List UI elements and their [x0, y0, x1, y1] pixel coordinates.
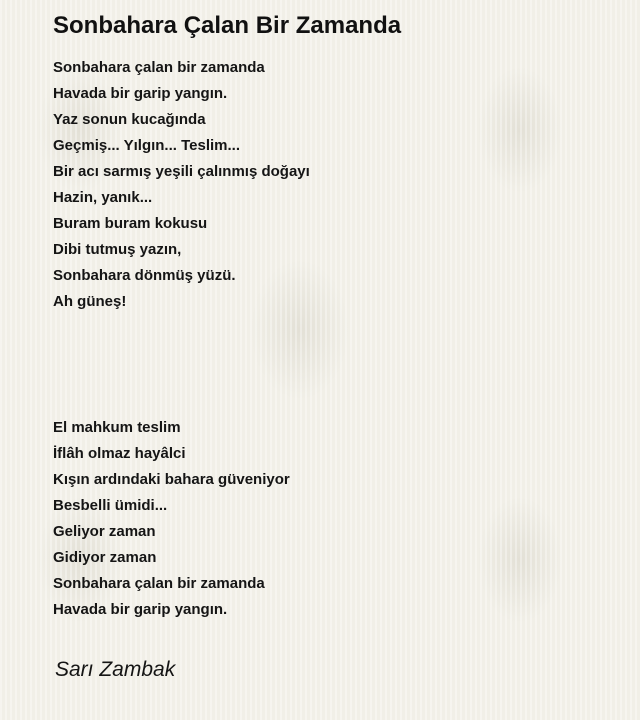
- verse-line: Buram buram kokusu: [53, 215, 208, 232]
- verse-line: Havada bir garip yangın.: [53, 601, 228, 618]
- verse-line: Geçmiş... Yılgın... Teslim...: [53, 137, 241, 154]
- stanza-2: [53, 415, 290, 623]
- verse-line: Sonbahara dönmüş yüzü.: [53, 267, 236, 284]
- verse-line: Geliyor zaman: [53, 523, 156, 540]
- verse-line: Sonbahara çalan bir zamanda: [53, 575, 265, 592]
- verse-line: Yaz sonun kucağında: [53, 111, 206, 128]
- verse-line: Hazin, yanık...: [53, 189, 153, 206]
- verse-line: Ah güneş!: [53, 293, 127, 310]
- verse-line: Gidiyor zaman: [53, 549, 157, 566]
- verse-line: Dibi tutmuş yazın,: [53, 241, 182, 258]
- verse-line: Bir acı sarmış yeşili çalınmış doğayı: [53, 163, 310, 180]
- verse-line: Sonbahara çalan bir zamanda: [53, 59, 265, 76]
- stanza-1: [53, 55, 310, 315]
- verse-line: Havada bir garip yangın.: [53, 85, 228, 102]
- verse-line: İflâh olmaz hayâlci: [53, 445, 186, 462]
- poem-title: Sonbahara Çalan Bir Zamanda: [53, 12, 402, 39]
- verse-line: El mahkum teslim: [53, 419, 181, 436]
- verse-line: Kışın ardındaki bahara güveniyor: [53, 471, 290, 488]
- poem-author: Sarı Zambak: [55, 658, 176, 681]
- verse-line: Besbelli ümidi...: [53, 497, 168, 514]
